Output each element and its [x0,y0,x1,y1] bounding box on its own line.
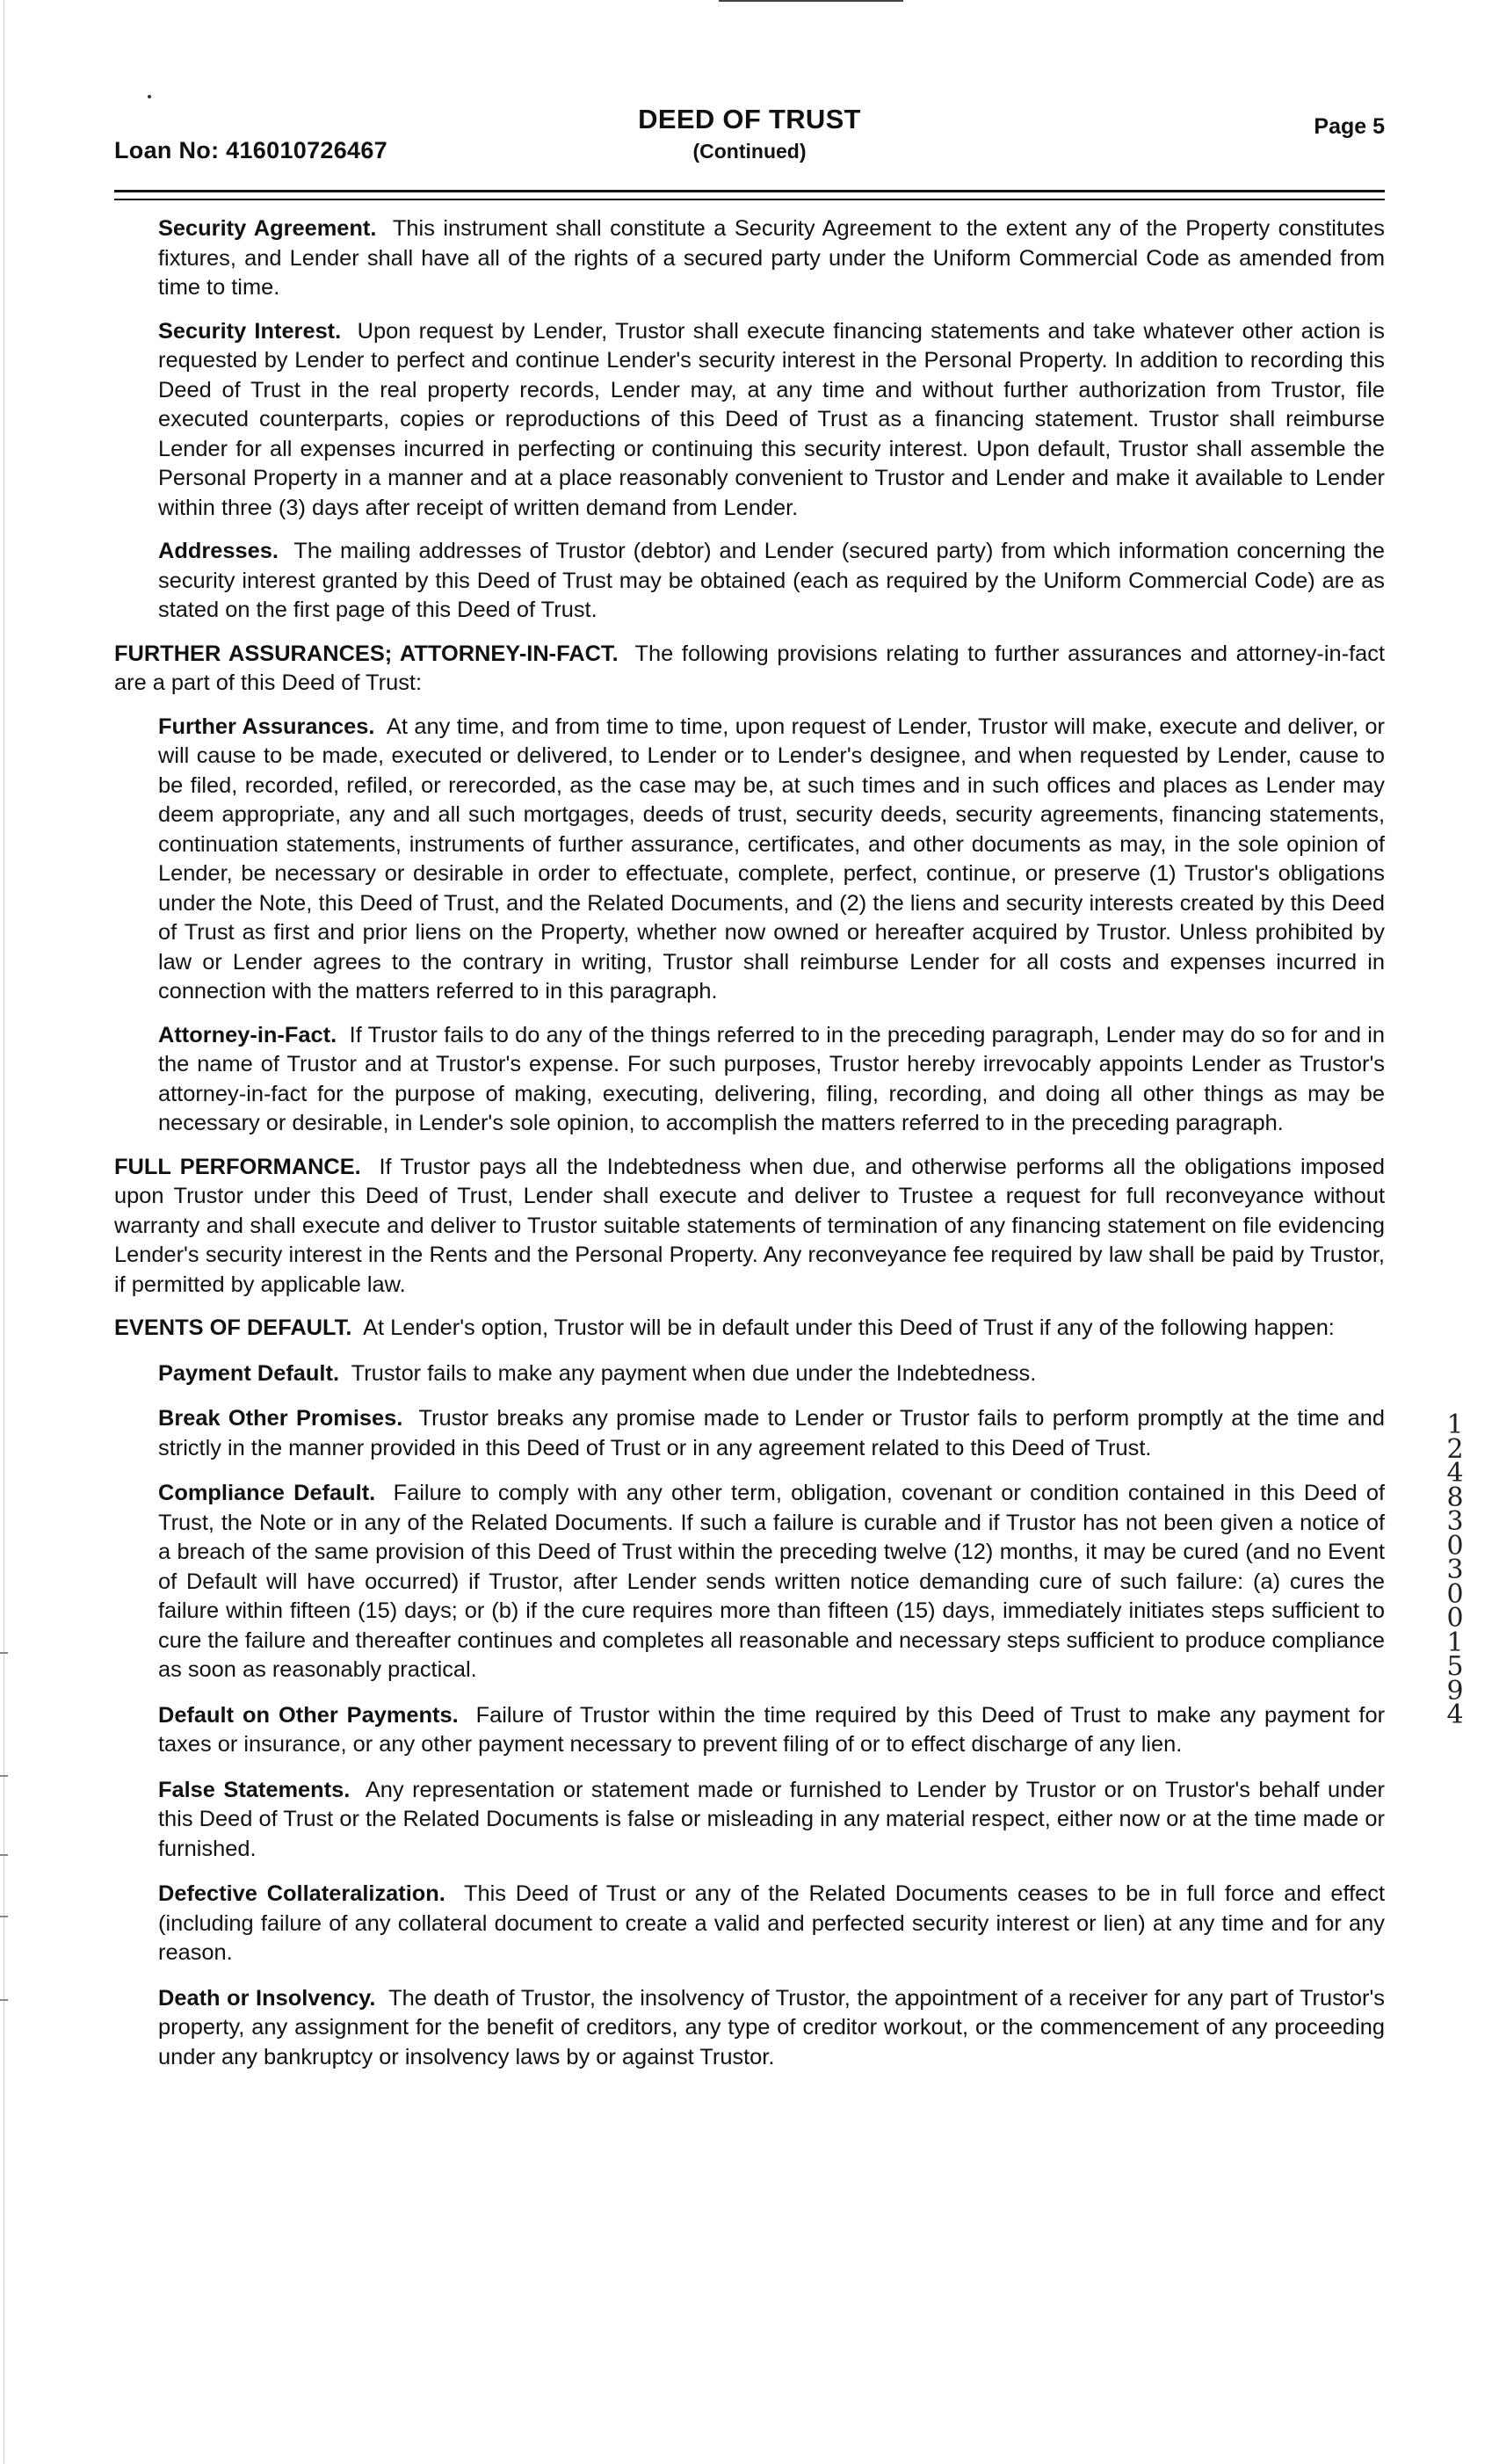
stamp-char: 2 [1446,1433,1464,1465]
para-text: If Trustor pays all the Indebtedness when due, and otherwise performs all the obligations imposed upon Trustor under this Deed of Trust, Lender shall execute and deliver to Trustee a request for full reconveyance without warranty and shall execute and deliver to Trustor suitable statements of termination of any financing statement on file evidencing Lender's security interest in the Rents and the Personal Property. Any reconveyance fee required by law shall be paid by Trustor, if permitted by applicable law. [114,1154,1385,1297]
para-text: Failure to comply with any other term, obligation, covenant or condition contained in this Deed of Trust, the Note or in any of the Related Documents. If such a failure is curable and if Trustor has not been given a notice of a breach of the same provision of this Deed of Trust within the preceding twelve (12) months, it may be cured (and no Event of Default will have occurred) if Trustor, after Lender sends written notice demanding cure of such failure: (a) cures the failure within fifteen (15) days; or (b) if the cure requires more than fifteen (15) days, immediately initiates steps sufficient to cure the failure and thereafter continues and completes all reasonable and necessary steps sufficient to produce compliance as soon as reasonably practical. [158,1481,1386,1682]
para-heading: False Statements. [158,1777,351,1802]
stamp-char: 5 [1446,1651,1464,1682]
recording-number-stamp [1437,1410,1473,1730]
para-further-assurances [158,713,1385,1007]
para-text: Trustor breaks any promise made to Lender or Trustor fails to perform promptly at the time and strictly in the manner provided in this Deed of Trust or in any agreement related to this Deed of Trust. [158,1406,1385,1460]
para-further-assurances-section [114,640,1385,699]
scan-speck [148,95,151,98]
scan-top-edge [719,0,903,2]
document-subtitle: (Continued) [692,140,807,163]
document-body [114,214,1385,2072]
para-heading: Security Agreement. [158,216,377,241]
para-attorney-in-fact [158,1021,1385,1139]
para-heading: Further Assurances. [158,714,375,739]
para-break-other-promises [158,1404,1385,1463]
section-heading: FULL PERFORMANCE. [114,1154,361,1179]
para-text: At Lender's option, Trustor will be in default under this Deed of Trust if any of the following happen: [363,1315,1335,1340]
para-heading: Addresses. [158,539,279,563]
stamp-char: 1 [1446,1627,1464,1658]
stamp-char: 4 [1446,1458,1464,1489]
para-payment-default [158,1359,1385,1389]
para-text: Failure of Trustor within the time required by this Deed of Trust to make any payment for taxes or insurance, or any other payment necessary to prevent filing of or to effect discharge of any lien. [158,1702,1386,1757]
para-addresses [158,537,1385,626]
stamp-char: 3 [1446,1554,1464,1585]
page-header [114,104,1385,174]
para-security-agreement [158,214,1385,303]
stamp-char: 4 [1446,1699,1464,1730]
header-rule-top [114,190,1385,192]
para-events-of-default [114,1314,1385,1344]
para-heading: Security Interest. [158,318,342,344]
stamp-char: 9 [1446,1675,1464,1707]
para-false-statements [158,1776,1385,1865]
para-heading: Break Other Promises. [158,1406,403,1431]
stamp-char: 0 [1446,1603,1464,1634]
para-text: The death of Trustor, the insolvency of Trustor, the appointment of a receiver for any part of Trustor's property, any assignment for the benefit of creditors, any type of creditor workout, or the commencement of any proceeding under any bankruptcy or insolvency laws by or against Trustor. [158,1985,1385,2069]
para-heading: Attorney-in-Fact. [158,1022,337,1047]
section-heading: FURTHER ASSURANCES; ATTORNEY-IN-FACT. [114,641,619,666]
para-text: Any representation or statement made or furnished to Lender by Trustor or on Trustor's behalf under this Deed of Trust or the Related Documents is false or misleading in any material respect, either now or at the time made or furnished. [158,1777,1385,1861]
para-security-interest [158,317,1385,524]
para-default-other-payments [158,1701,1385,1760]
para-heading: Death or Insolvency. [158,1985,376,2011]
section-heading: EVENTS OF DEFAULT. [114,1315,352,1340]
para-text: The following provisions relating to further assurances and attorney-in-fact are a part of this Deed of Trust: [114,641,1385,695]
stamp-char: 0 [1446,1530,1464,1562]
para-heading: Default on Other Payments. [158,1702,459,1728]
para-heading: Payment Default. [158,1360,340,1386]
document-title: DEED OF TRUST [638,104,861,134]
page-number: Page 5 [1314,114,1385,139]
para-text: The mailing addresses of Trustor (debtor) and Lender (secured party) from which information concerning the security interest granted by this Deed of Trust may be obtained (each as required by the Uniform Commercial Code) are as stated on the first page of this Deed of Trust. [158,539,1386,622]
para-text: Upon request by Lender, Trustor shall execute financing statements and take whatever other action is requested by Lender to perfect and continue Lender's security interest in the Personal Property. In addition to recording this Deed of Trust in the real property records, Lender may, at any time and without further authorization from Trustor, file executed counterparts, copies or reproductions of this Deed of Trust as a financing statement. Trustor shall reimburse Lender for all expenses incurred in perfecting or continuing this security interest. Upon default, Trustor shall assemble the Personal Property in a manner and at a place reasonably convenient to Trustor and Lender and make it available to Lender within three (3) days after receipt of written demand from Lender. [158,318,1386,520]
para-text: Trustor fails to make any payment when due under the Indebtedness. [351,1360,1037,1386]
para-text: This instrument shall constitute a Security Agreement to the extent any of the Property constitutes fixtures, and Lender shall have all of the rights of a secured party under the Uniform Commercial Code as amended from time to time. [158,216,1385,300]
para-text: At any time, and from time to time, upon request of Lender, Trustor will make, execute and deliver, or will cause to be made, executed or delivered, to Lender or to Lender's designee, and when requested by Lender, cause to be filed, recorded, refiled, or rerecorded, as the case may be, at such times and in such offices and places as Lender may deem appropriate, any and all such mortgages, deeds of trust, security deeds, security agreements, financing statements, continuation statements, instruments of further assurance, certificates, and other documents as may, in the sole opinion of Lender, be necessary or desirable in order to effectuate, complete, perfect, continue, or preserve (1) Trustor's obligations under the Note, this Deed of Trust, and the Related Documents, and (2) the liens and security interests created by this Deed of Trust as first and prior liens on the Property, whether now owned or hereafter acquired by Trustor. Unless prohibited by law or Lender agrees to the contrary in writing, Trustor shall reimburse Lender for all costs and expenses incurred in connection with the matters referred to in this paragraph. [158,714,1385,1004]
stamp-char: 3 [1446,1506,1464,1537]
para-text: If Trustor fails to do any of the things referred to in the preceding paragraph, Lender may do so for and in the name of Trustor and at Trustor's expense. For such purposes, Trustor hereby irrevocably appoints Lender as Trustor's attorney-in-fact for the purpose of making, executing, delivering, filing, recording, and doing all other things as may be necessary or desirable, in Lender's sole opinion, to accomplish the matters referred to in the preceding paragraph. [158,1022,1385,1135]
stamp-char: 0 [1446,1578,1464,1610]
para-text: This Deed of Trust or any of the Related Documents ceases to be in full force and effect (including failure of any collateral document to create a valid and perfected security interest or lien) at any time and for any reason. [158,1881,1386,1965]
para-compliance-default [158,1479,1385,1685]
para-full-performance [114,1153,1385,1301]
para-heading: Defective Collateralization. [158,1881,445,1906]
para-heading: Compliance Default. [158,1481,376,1505]
scan-left-ticks [0,1652,9,2004]
loan-number: Loan No: 416010726467 [114,137,387,163]
para-defective-collateralization [158,1880,1385,1968]
header-rule-bottom [114,199,1385,200]
stamp-char: 8 [1446,1482,1464,1513]
para-death-or-insolvency [158,1984,1385,2073]
stamp-char: 1 [1446,1410,1464,1440]
